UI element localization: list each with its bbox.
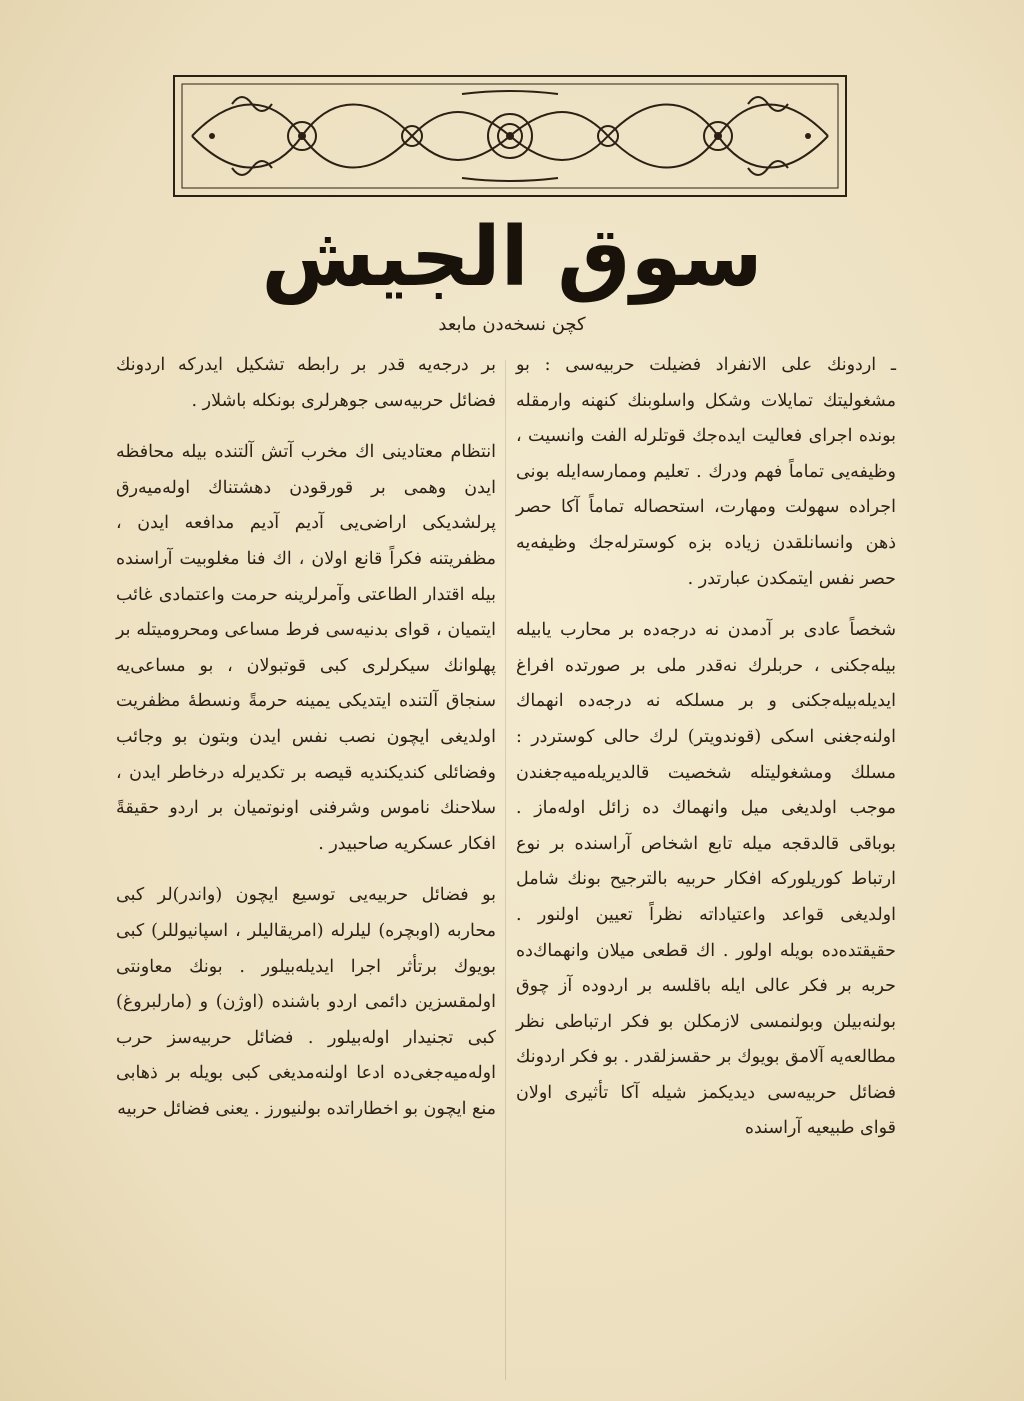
paragraph: انتظام معتادينی اك مخرب آتش آلتنده بيله محافظه ايدن وهمی بر قورقودن دهشتناك اوله‌ميه‌رق پرلشديكی اراضی‌يی آديم آديم مدافعه ايدن ، مظفريتنه فكراً قانع اولان ، اك فنا مغلوبيت آراسنده بيله اقتدار الطاعتی وآمرلرينه حرمت واعتمادی غائب ايتميان ، قوای بدنيه‌سی فرط مساعی ومحروميتله بر پهلوانك سيكرلری كبی قوتبولان ، بو مساعی‌يه سنجاق آلتنده ايتديكی يمينه حرمةً ونسطهٔ مظفريت اولديغی ايچون نصب نفس ايدن وبتون بو وجائب وفضائلی كنديكنديه قيصه بر تكديرله درخاطر ايدن ، سلاحنك ناموس وشرفنی اونوتميان بر اردو حقيقةً افكار عسكريه صاحبيدر . [116,442,496,854]
paragraph: بر درجه‌يه قدر بر رابطه تشكيل ايدركه اردونك فضائل حربيه‌سی جوهرلری بونكله باشلار . [116,355,496,411]
paragraph: شخصاً عادی بر آدمدن نه درجه‌ده بر محارب يابيله بيله‌جكنی ، حربلرك نه‌قدر ملی بر صورتده افراغ ايديله‌بيله‌جكنی و بر مسلكه نه درجه‌ده انهماك اولنه‌جغنی اسكی (قوندويتر) لرك حالی كوستردر : مسلك ومشغوليتله شخصيت قالديريله‌ميه‌جغندن موجب اولديغی ميل وانهماك ده زائل اوله‌ماز . بوباقی قالدقجه ميله تابع اشخاص آراسنده بر نوع ارتباط كوريلوركه افكار حربيه بالترجيح بونك شامل اولديغی قواعد واعتياداته نظراً تعيين اولنور . حقيقتده‌ده بويله اولور . اك قطعی ميلان وانهماك‌ده حربه بر فكر عالی ايله باقلسه بر اردوده آز چوق بولنه‌بيلن وبولنمسی لازمكلن بو فكر ارتباطی نظر مطالعه‌يه آلامق بويوك بر حقسزلقدر . بو فكر اردونك فضائل حربيه‌سی ديديكمز شيله آكا تأثيری اولان قوای طبيعيه آراسنده [516,620,896,1139]
column-divider [505,360,506,1380]
text-column-left [116,348,496,1127]
continued-note: كچن نسخه‌دن مابعد [438,314,586,335]
page-title: سوق الجيش [261,210,763,305]
text-column-right [516,348,896,1147]
paragraph: ـ اردونك على الانفراد فضيلت حربيه‌سی : بو مشغوليتك تمايلات وشكل واسلوبنك كنهنه وارمقله بونده اجرای فعاليت ايده‌جك قوتلرله الفت وانسيت ، وظيفه‌يی تماماً فهم ودرك . تعليم وممارسه‌ايله بونی اجراده سهولت ومهارت، استحصاله تماماً آكا حصر ذهن وانسانلقدن زياده بزه كوسترله‌جك وظيفه‌يه حصر نفس ايتمكدن عبارتدر . [516,355,896,589]
ornamental-header-banner-icon [172,74,848,198]
paragraph: بو فضائل حربيه‌يی توسيع ايچون (واندر)لر كبی محاربه (اوبچره) ليلرله (امريقاليلر ، اسپانيوللر) كبی بويوك برتأثر اجرا ايديله‌بيلور . بونك معاونتی اولمقسزين دائمی اردو باشنده (اوژن) و (مارلبروغ) كبی تجنيدار اوله‌بيلور . فضائل حربيه‌سز حرب اوله‌ميه‌جغی‌ده ادعا اولنه‌مديغی كبی بويله بر ذهابی منع ايچون بو اخطاراتده بولنيورز . يعنی فضائل حربيه [116,885,496,1119]
